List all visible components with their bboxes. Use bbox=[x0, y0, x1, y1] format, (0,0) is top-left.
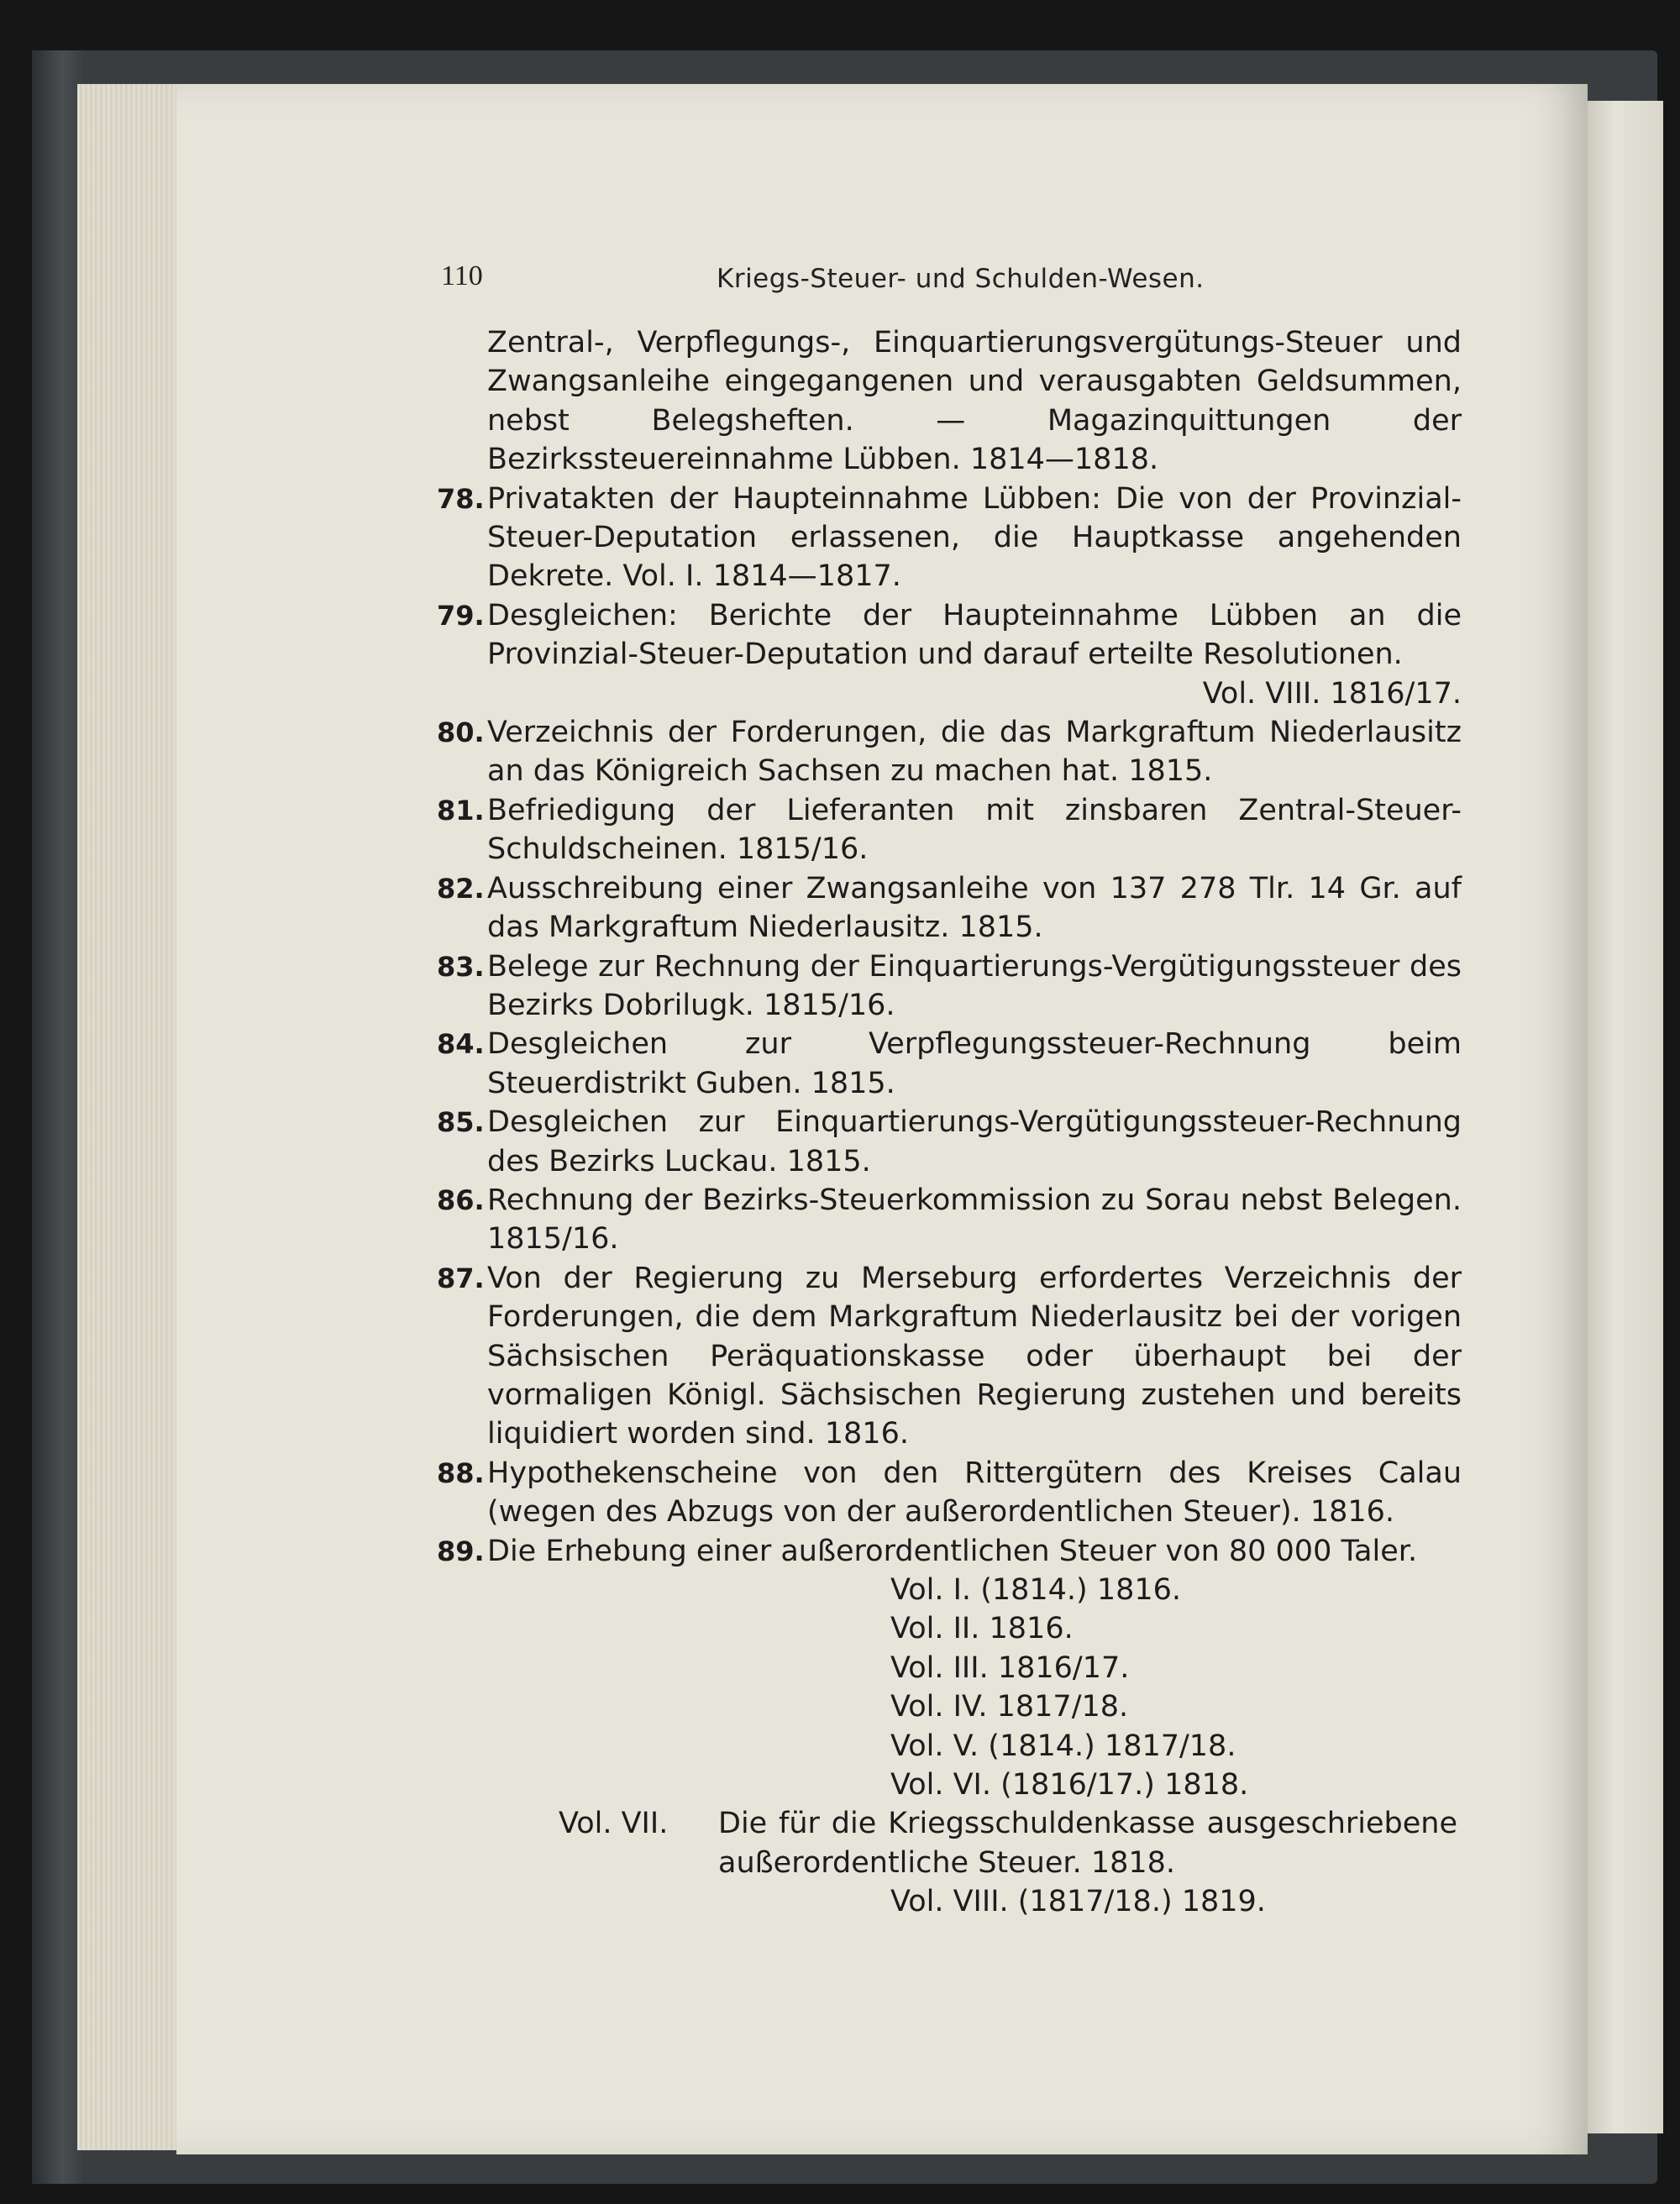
entry-text: Desgleichen zur Einquartierungs-Vergütigungssteuer-Rechnung des Bezirks Luckau. 1815. bbox=[487, 1105, 1462, 1178]
entry-text: Ausschreibung einer Zwangsanleihe von 137 278 Tlr. 14 Gr. auf das Markgraftum Niederlausitz. 1815. bbox=[487, 871, 1462, 945]
entry-number: 80. bbox=[437, 716, 485, 749]
entry-number: 79. bbox=[437, 599, 485, 632]
entry-86 bbox=[437, 1181, 1462, 1259]
entry-85 bbox=[437, 1103, 1462, 1181]
entry-84 bbox=[437, 1025, 1462, 1103]
page-edges bbox=[77, 84, 186, 2150]
volume-list bbox=[890, 1571, 1462, 1804]
entry-text: Privatakten der Haupteinnahme Lübben: Die von der Provinzial-Steuer-Deputation erlassenen, die Hauptkasse angehenden Dekrete. Vol. I. 1814—1817. bbox=[487, 481, 1462, 594]
entry-78 bbox=[437, 480, 1462, 596]
entry-text: Belege zur Rechnung der Einquartierungs-Vergütigungssteuer des Bezirks Dobrilugk. 1815/16. bbox=[487, 949, 1462, 1022]
entry-text: Hypothekenscheine von den Rittergütern des Kreises Calau (wegen des Abzugs von der außerordentlichen Steuer). 1816. bbox=[487, 1456, 1462, 1530]
continuation-paragraph: Zentral-, Verpflegungs-, Einquartierungsvergütungs-Steuer und Zwangsanleihe eingegangenen und verausgabten Geldsummen, nebst Belegsheften. — Magazinquittungen der Bezirkssteuereinnahme Lübben. 1814—1818. bbox=[487, 326, 1462, 477]
volume-item: Vol. V. (1814.) 1817/18. bbox=[890, 1729, 1236, 1763]
entry-text: Rechnung der Bezirks-Steuerkommission zu Sorau nebst Belegen. 1815/16. bbox=[487, 1183, 1462, 1257]
entry-number: 82. bbox=[437, 872, 485, 905]
volume-vii bbox=[559, 1804, 1462, 1882]
entry-text: Verzeichnis der Forderungen, die das Markgraftum Niederlausitz an das Königreich Sachsen zu machen hat. 1815. bbox=[487, 716, 1462, 789]
volume-vii-text: Die für die Kriegsschuldenkasse ausgeschriebene außerordentliche Steuer. 1818. bbox=[718, 1807, 1457, 1880]
entry-82 bbox=[437, 869, 1462, 947]
entry-number: 89. bbox=[437, 1535, 485, 1567]
volume-item: Vol. VI. (1816/17.) 1818. bbox=[890, 1768, 1249, 1803]
volume-item: Vol. II. 1816. bbox=[890, 1612, 1074, 1646]
entry-number: 84. bbox=[437, 1028, 485, 1061]
entry-83 bbox=[437, 947, 1462, 1026]
entry-89 bbox=[437, 1532, 1462, 1571]
entry-text: Desgleichen: Berichte der Haupteinnahme Lübben an die Provinzial-Steuer-Deputation und darauf erteilte Resolutionen. bbox=[487, 598, 1462, 672]
entry-text: Die Erhebung einer außerordentlichen Steuer von 80 000 Taler. bbox=[487, 1534, 1418, 1568]
page-number: 110 bbox=[441, 260, 483, 291]
facing-page-edge bbox=[1583, 101, 1663, 2133]
volume-item: Vol. I. (1814.) 1816. bbox=[890, 1573, 1182, 1607]
volume-vii-label: Vol. VII. bbox=[559, 1807, 669, 1841]
running-title: Kriegs-Steuer- und Schulden-Wesen. bbox=[717, 264, 1205, 294]
page-body bbox=[437, 323, 1462, 1922]
entry-87 bbox=[437, 1259, 1462, 1454]
entry-number: 88. bbox=[437, 1456, 485, 1489]
entry-text: Von der Regierung zu Merseburg erfordertes Verzeichnis der Forderungen, die dem Markgraftum Niederlausitz bei der vorigen Sächsischen Peräquationskasse oder überhaupt bei der vormaligen Königl. Sächsischen Regierung zustehen und bereits liquidiert worden sind. 1816. bbox=[487, 1261, 1462, 1451]
entry-80 bbox=[437, 713, 1462, 791]
book-spine bbox=[32, 50, 82, 2184]
entry-number: 87. bbox=[437, 1262, 485, 1294]
entry-number: 78. bbox=[437, 482, 485, 515]
entry-number: 85. bbox=[437, 1106, 485, 1139]
entry-text: Befriedigung der Lieferanten mit zinsbaren Zentral-Steuer-Schuldscheinen. 1815/16. bbox=[487, 793, 1462, 867]
entry-number: 86. bbox=[437, 1183, 485, 1216]
volume-item: Vol. III. 1816/17. bbox=[890, 1650, 1130, 1685]
entry-81 bbox=[437, 791, 1462, 869]
entry-text: Desgleichen zur Verpflegungssteuer-Rechnung beim Steuerdistrikt Guben. 1815. bbox=[487, 1027, 1462, 1100]
volume-item: Vol. IV. 1817/18. bbox=[890, 1690, 1129, 1724]
entry-number: 81. bbox=[437, 794, 485, 826]
entry-88 bbox=[437, 1454, 1462, 1532]
entry-trailer: Vol. VIII. 1816/17. bbox=[1202, 676, 1462, 711]
entry-79 bbox=[437, 596, 1462, 713]
entry-number: 83. bbox=[437, 950, 485, 983]
volume-viii: Vol. VIII. (1817/18.) 1819. bbox=[890, 1885, 1266, 1919]
